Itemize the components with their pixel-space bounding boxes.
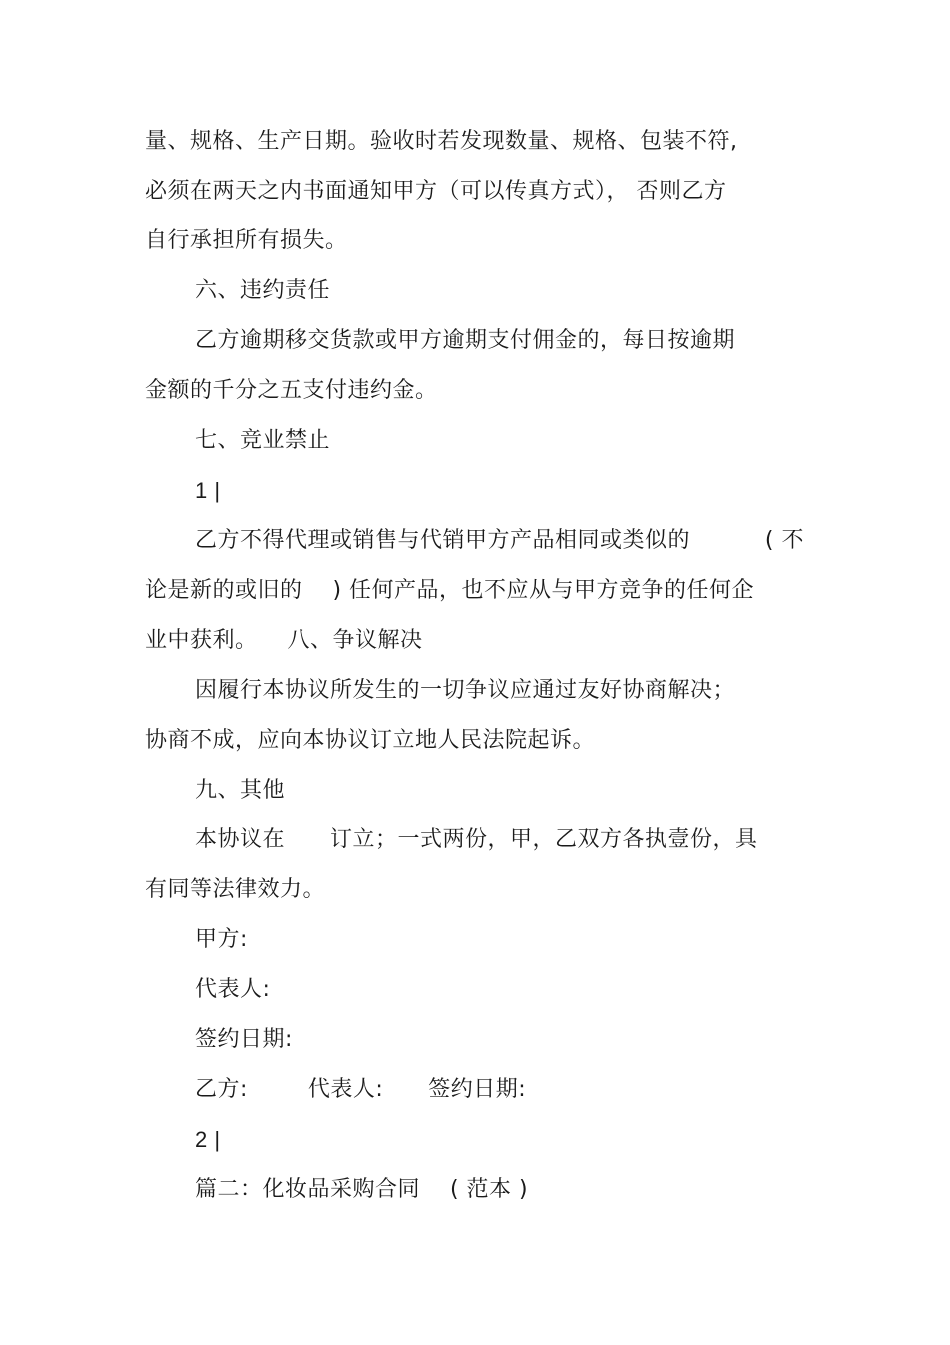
text-line-overdue-payment: 乙方逾期移交货款或甲方逾期支付佣金的，每日按逾期 [195,328,736,353]
text-line-new-or-used: 论是新的或旧的 ) 任何产品，也不应从与甲方竞争的任何企 [145,578,755,603]
signature-party-a: 甲方: [195,927,248,952]
text-line-quantity-spec: 量、规格、生产日期。验收时若发现数量、规格、包装不符, [145,129,738,154]
text-line-signed-at: 本协议在 订立；一式两份，甲，乙双方各执壹份，具 [195,827,758,852]
text-line-friendly-negotiation: 因履行本协议所发生的一切争议应通过友好协商解决； [195,678,736,703]
text-line-bear-losses: 自行承担所有损失。 [145,228,348,253]
section-heading-non-compete: 七、竞业禁止 [195,428,331,453]
signature-party-b-row: 乙方: 代表人: 签约日期: [195,1077,527,1102]
page-number-2: 2 | [195,1127,221,1152]
signature-date: 签约日期: [195,1027,293,1052]
text-line-equal-validity: 有同等法律效力。 [145,877,326,902]
section-heading-breach-liability: 六、违约责任 [195,278,331,303]
text-line-court: 协商不成，应向本协议订立地人民法院起诉。 [145,728,596,753]
page-number-1: 1 | [195,478,221,503]
section-heading-part-two: 篇二：化妆品采购合同 ( 范本 ) [195,1177,529,1202]
text-line-profit-dispute-heading: 业中获利。 八、争议解决 [145,628,423,653]
signature-representative: 代表人: [195,977,271,1002]
text-line-notify-party-a: 必须在两天之内书面通知甲方（可以传真方式）， 否则乙方 [145,179,727,204]
section-heading-others: 九、其他 [195,778,286,803]
text-line-penalty-rate: 金额的千分之五支付违约金。 [145,378,438,403]
text-line-no-agency: 乙方不得代理或销售与代销甲方产品相同或类似的 ( 不 [195,528,805,553]
